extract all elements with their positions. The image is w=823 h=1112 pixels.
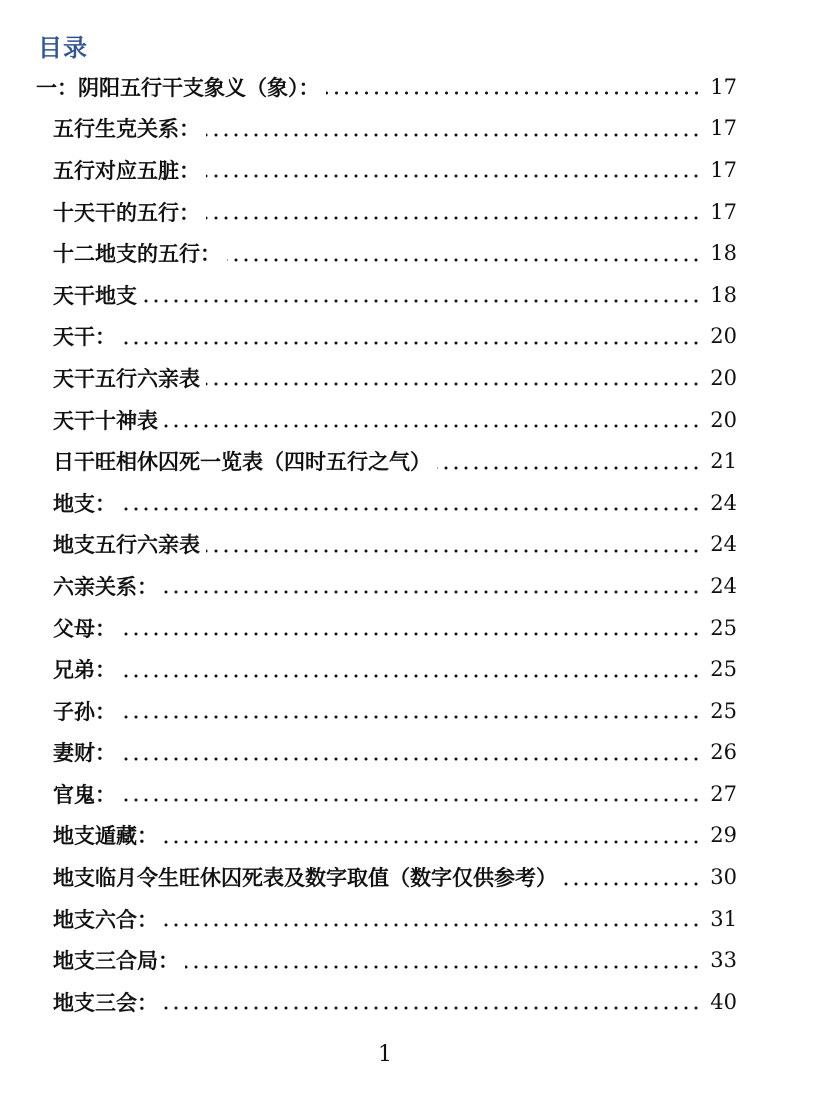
dot-leader (143, 284, 701, 305)
toc-entry-page: 26 (710, 740, 737, 765)
toc-entry-page: 24 (710, 532, 737, 557)
toc-entry[interactable] (0, 316, 737, 358)
toc-entry-title: 一：阴阳五行干支象义（象）： (36, 74, 320, 100)
toc-entry-title: 地支遁藏： (53, 823, 158, 849)
dot-leader (206, 118, 701, 139)
toc-entry-title: 地支： (53, 490, 116, 516)
toc-entry[interactable] (0, 939, 737, 981)
toc-entry-title: 官鬼： (53, 781, 116, 807)
dot-leader (122, 492, 701, 513)
toc-heading: 目录 (38, 33, 88, 62)
dot-leader (227, 243, 701, 264)
toc-entry[interactable] (0, 690, 737, 732)
toc-entry-title: 父母： (53, 615, 116, 641)
toc-entry-page: 17 (710, 157, 737, 182)
dot-leader (206, 201, 701, 222)
toc-entry[interactable] (0, 524, 737, 566)
dot-leader (185, 950, 701, 971)
toc-entry-page: 25 (710, 615, 737, 640)
toc-entry-page: 30 (710, 865, 737, 890)
toc-entry[interactable] (0, 898, 737, 940)
dot-leader (164, 825, 701, 846)
dot-leader (563, 867, 701, 888)
toc-entry-title: 妻财： (53, 740, 116, 766)
dot-leader (437, 451, 701, 472)
toc-entry-title: 十二地支的五行： (53, 241, 221, 267)
toc-entry[interactable] (0, 815, 737, 857)
toc-entry[interactable] (0, 399, 737, 441)
toc-entry[interactable] (0, 648, 737, 690)
toc-list (0, 66, 823, 1023)
toc-entry-page: 40 (710, 989, 737, 1014)
toc-entry-page: 24 (710, 573, 737, 598)
toc-entry-title: 子孙： (53, 698, 116, 724)
toc-entry-page: 25 (710, 698, 737, 723)
toc-entry-page: 33 (710, 948, 737, 973)
toc-entry[interactable] (0, 191, 737, 233)
toc-entry-page: 18 (710, 241, 737, 266)
toc-entry[interactable] (0, 232, 737, 274)
toc-entry[interactable] (0, 565, 737, 607)
toc-entry[interactable] (0, 732, 737, 774)
dot-leader (122, 659, 701, 680)
dot-leader (206, 367, 701, 388)
toc-entry[interactable] (0, 856, 737, 898)
toc-entry-title: 地支三会： (53, 989, 158, 1015)
dot-leader (326, 76, 702, 97)
toc-entry-page: 21 (710, 449, 737, 474)
toc-entry[interactable] (0, 773, 737, 815)
toc-entry-page: 25 (710, 657, 737, 682)
toc-entry-title: 六亲关系： (53, 573, 158, 599)
dot-leader (122, 326, 701, 347)
toc-entry[interactable] (0, 149, 737, 191)
dot-leader (206, 534, 701, 555)
toc-entry-page: 17 (710, 116, 737, 141)
toc-entry-title: 五行生克关系： (53, 116, 200, 142)
toc-entry-title: 天干： (53, 324, 116, 350)
toc-entry-page: 29 (710, 823, 737, 848)
toc-entry-page: 27 (710, 781, 737, 806)
toc-entry-title: 地支三合局： (53, 948, 179, 974)
toc-entry[interactable] (0, 108, 737, 150)
toc-entry-title: 五行对应五脏： (53, 157, 200, 183)
toc-entry[interactable] (0, 66, 737, 108)
dot-leader (164, 991, 701, 1012)
toc-entry-title: 地支六合： (53, 906, 158, 932)
toc-entry-page: 20 (710, 365, 737, 390)
toc-entry-title: 天干五行六亲表 (53, 365, 200, 391)
dot-leader (206, 159, 701, 180)
toc-entry[interactable] (0, 482, 737, 524)
dot-leader (122, 617, 701, 638)
toc-entry[interactable] (0, 357, 737, 399)
toc-entry-title: 天干地支 (53, 282, 137, 308)
page-number: 1 (378, 1042, 392, 1067)
dot-leader (164, 409, 701, 430)
toc-entry-title: 日干旺相休囚死一览表（四时五行之气） (53, 449, 431, 475)
toc-entry-page: 17 (710, 199, 737, 224)
dot-leader (122, 742, 701, 763)
toc-entry-title: 地支五行六亲表 (53, 532, 200, 558)
toc-entry-page: 31 (710, 906, 737, 931)
dot-leader (164, 908, 701, 929)
dot-leader (122, 700, 701, 721)
toc-entry-title: 十天干的五行： (53, 199, 200, 225)
toc-entry[interactable] (0, 274, 737, 316)
toc-entry[interactable] (0, 440, 737, 482)
toc-entry[interactable] (0, 981, 737, 1023)
toc-entry-title: 兄弟： (53, 657, 116, 683)
toc-entry-title: 天干十神表 (53, 407, 158, 433)
dot-leader (122, 783, 701, 804)
dot-leader (164, 575, 701, 596)
toc-entry-page: 20 (710, 324, 737, 349)
toc-entry[interactable] (0, 607, 737, 649)
toc-entry-page: 20 (710, 407, 737, 432)
toc-entry-title: 地支临月令生旺休囚死表及数字取值（数字仅供参考） (53, 865, 557, 891)
toc-entry-page: 24 (710, 490, 737, 515)
toc-entry-page: 17 (710, 74, 737, 99)
toc-entry-page: 18 (710, 282, 737, 307)
